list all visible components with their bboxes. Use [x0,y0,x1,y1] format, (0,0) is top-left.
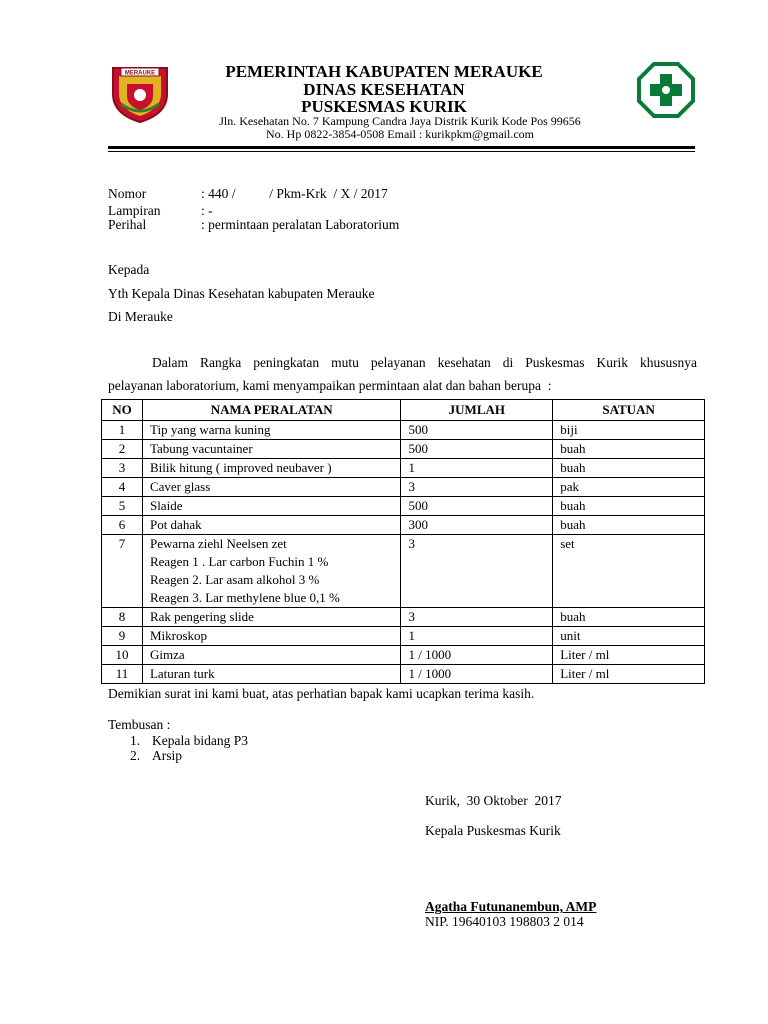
table-row [102,459,705,478]
meta-value-nomor: : 440 / / Pkm-Krk / X / 2017 [201,186,388,201]
meta-label-nomor: Nomor [108,186,147,201]
col-header-no: NO [102,400,143,421]
table-row [102,516,705,535]
row-name: Pot dahak [142,516,401,535]
letterhead-address: Jln. Kesehatan No. 7 Kampung Candra Jaya Distrik Kurik Kode Pos 99656 [219,114,581,128]
row-qty: 3 [401,535,553,608]
meta-label-perihal: Perihal [108,217,147,232]
table-row [102,497,705,516]
row-unit: buah [553,608,705,627]
letterhead-unit: PUSKESMAS KURIK [301,97,467,116]
row-unit: pak [553,478,705,497]
letterhead-department: DINAS KESEHATAN [303,80,465,99]
signature-place-date: Kurik, 30 Oktober 2017 [425,793,562,808]
row-no: 2 [102,440,143,459]
letterhead-rule-thick [108,146,695,149]
row-qty: 500 [401,497,553,516]
row-qty: 3 [401,478,553,497]
meta-value-lampiran: : - [201,203,213,218]
row-name: Rak pengering slide [142,608,401,627]
table-row [102,665,705,684]
row-unit: buah [553,516,705,535]
cc-title: Tembusan : [108,717,171,732]
intro-line-1: Dalam Rangka peningkatan mutu pelayanan kesehatan di Puskesmas Kurik khususnya [152,355,697,370]
letterhead-government: PEMERINTAH KABUPATEN MERAUKE [225,62,543,81]
intro-line-2: pelayanan laboratorium, kami menyampaikan permintaan alat dan bahan berupa : [108,378,552,393]
row-unit: set [553,535,705,608]
table-row [102,440,705,459]
row-name-line: Pewarna ziehl Neelsen zet [149,536,287,551]
row-name-line: Reagen 1 . Lar carbon Fuchin 1 % [149,554,329,569]
row-qty: 3 [401,608,553,627]
letterhead-contact: No. Hp 0822-3854-0508 Email : kurikpkm@gmail.com [265,127,535,141]
row-qty: 1 / 1000 [401,646,553,665]
recipient-name: Yth Kepala Dinas Kesehatan kabupaten Merauke [108,286,375,301]
signature-nip: NIP. 19640103 198803 2 014 [425,914,584,929]
row-name: Mikroskop [142,627,401,646]
table-row [102,627,705,646]
row-qty: 1 / 1000 [401,665,553,684]
cc-item-text: Kepala bidang P3 [152,733,248,748]
table-row [102,421,705,440]
row-unit: buah [553,497,705,516]
row-qty: 500 [401,440,553,459]
row-name: Tabung vacuntainer [142,440,401,459]
recipient-kepada: Kepada [108,262,150,277]
letterhead-rule-thin [108,151,695,152]
row-no: 3 [102,459,143,478]
row-name-line: Reagen 3. Lar methylene blue 0,1 % [149,590,340,605]
cc-item-text: Arsip [152,748,182,763]
row-unit: Liter / ml [553,665,705,684]
row-unit: biji [553,421,705,440]
row-no: 11 [102,665,143,684]
row-name: Slaide [142,497,401,516]
signature-name: Agatha Futunanembun, AMP [425,899,597,914]
cc-item-num: 2. [130,748,141,763]
signature-position: Kepala Puskesmas Kurik [425,823,561,838]
row-no: 8 [102,608,143,627]
meta-label-lampiran: Lampiran [108,203,161,218]
row-name: Bilik hitung ( improved neubaver ) [142,459,401,478]
intro-paragraph [108,351,697,397]
row-name: Caver glass [142,478,401,497]
table-row [102,646,705,665]
row-name-multiline [142,535,401,608]
col-header-name: NAMA PERALATAN [142,400,401,421]
row-qty: 500 [401,421,553,440]
row-name: Tip yang warna kuning [142,421,401,440]
row-unit: buah [553,459,705,478]
row-no: 7 [102,535,143,608]
row-no: 10 [102,646,143,665]
seal-lettering: MERAUKE [124,70,156,77]
equipment-table [101,399,705,684]
row-unit: buah [553,440,705,459]
row-name: Laturan turk [142,665,401,684]
row-qty: 300 [401,516,553,535]
row-name: Gimza [142,646,401,665]
table-row [102,478,705,497]
col-header-qty: JUMLAH [401,400,553,421]
row-unit: Liter / ml [553,646,705,665]
meta-value-perihal: : permintaan peralatan Laboratorium [201,217,400,232]
closing-sentence: Demikian surat ini kami buat, atas perhatian bapak kami ucapkan terima kasih. [108,686,535,701]
row-unit: unit [553,627,705,646]
row-no: 5 [102,497,143,516]
cc-item-num: 1. [130,733,141,748]
row-qty: 1 [401,627,553,646]
col-header-unit: SATUAN [553,400,705,421]
table-row [102,535,705,608]
row-name-line: Reagen 2. Lar asam alkohol 3 % [149,572,320,587]
table-header-row [102,400,705,421]
row-no: 9 [102,627,143,646]
recipient-place: Di Merauke [108,309,173,324]
row-no: 4 [102,478,143,497]
table-row [102,608,705,627]
row-qty: 1 [401,459,553,478]
row-no: 6 [102,516,143,535]
row-no: 1 [102,421,143,440]
